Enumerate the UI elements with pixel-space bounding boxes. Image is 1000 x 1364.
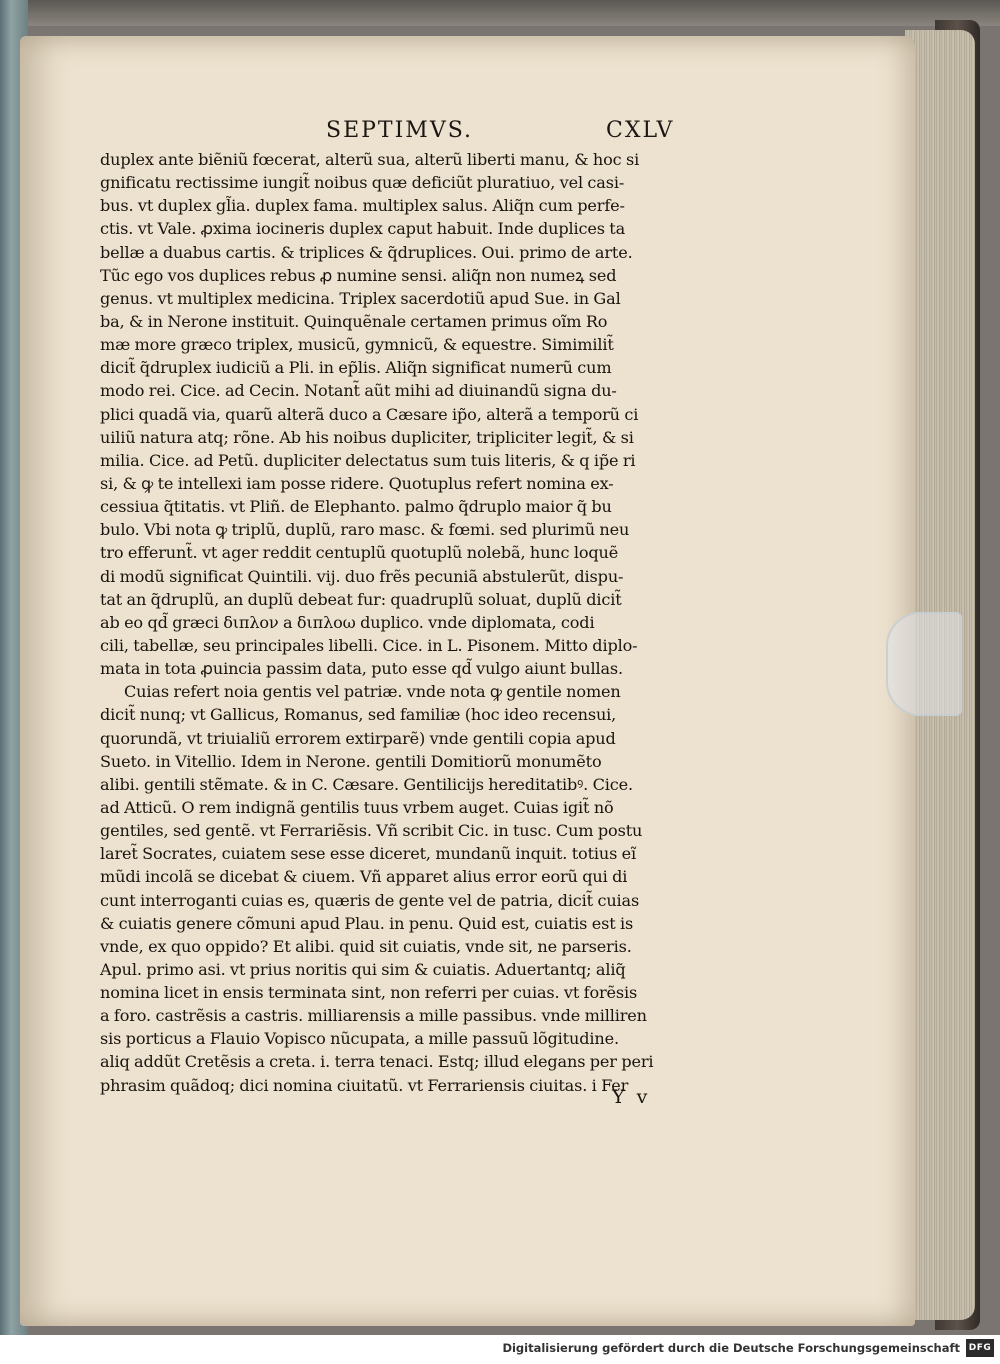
text-line: ab eo qd̃ græci διπλον a διπλοω duplico. vnde diplomata, codi bbox=[100, 612, 595, 632]
text-line: modo rei. Cice. ad Cecin. Notant̃ aũt mihi ad diuinandũ signa du- bbox=[100, 381, 617, 401]
text-line: bellæ a duabus cartis. & triplices & q̃druplices. Oui. primo de arte. bbox=[100, 242, 633, 262]
page-header bbox=[0, 118, 1000, 148]
text-line: cessiua q̃titatis. vt Pliñ. de Elephanto. palmo q̃druplo maior q̃ bu bbox=[100, 497, 612, 517]
text-line: gentiles, sed gentẽ. vt Ferrariẽsis. Vñ scribit Cic. in tusc. Cum postu bbox=[100, 821, 643, 841]
text-line: ctis. vt Vale. ꝓxima iocineris duplex caput habuit. Inde duplices ta bbox=[100, 219, 626, 239]
text-line: alibi. gentili stẽmate. & in C. Cæsare. Gentilicijs hereditatibꝰ. Cice. bbox=[100, 774, 633, 794]
text-line: quorundã, vt triuialiũ errorem extirparẽ) vnde gentili copia apud bbox=[100, 728, 616, 748]
text-line: Tũc ego vos duplices rebus ꝓ numine sensi. aliq̃n non numeꝝ sed bbox=[100, 265, 617, 285]
dfg-logo-icon: DFG bbox=[966, 1339, 994, 1357]
text-line: dicit̃ nunq; vt Gallicus, Romanus, sed familiæ (hoc ideo recensui, bbox=[100, 705, 617, 725]
text-line: uiliũ natura atq; rõne. Ab his noibus dupliciter, tripliciter legit̃, & si bbox=[100, 427, 634, 447]
running-head: SEPTIMVS. bbox=[326, 118, 473, 143]
text-line: mata in tota ꝓuincia passim data, puto esse qd̃ vulgo aiunt bullas. bbox=[100, 659, 623, 679]
text-line: phrasim quãdoq; dici nomina ciuitatũ. vt Ferrariensis ciuitas. i Fer bbox=[100, 1075, 629, 1095]
text-line: genus. vt multiplex medicina. Triplex sacerdotiũ apud Sue. in Gal bbox=[100, 288, 621, 308]
text-line: plici quadã via, quarũ alterã duco a Cæsare ip̃o, alterã a temporũ ci bbox=[100, 404, 639, 424]
text-line: cili, tabellæ, seu principales libelli. Cice. in L. Pisonem. Mitto diplo- bbox=[100, 635, 638, 655]
text-line: bus. vt duplex gl̃ia. duplex fama. multiplex salus. Aliq̃n cum perfe- bbox=[100, 196, 625, 216]
page-clip bbox=[886, 612, 962, 716]
signature-mark: Y v bbox=[612, 1086, 651, 1108]
text-line: mæ more græco triplex, musicũ, gymnicũ, & equestre. Simimilit̃ bbox=[100, 335, 614, 355]
text-line: duplex ante biẽniũ fœcerat, alterũ sua, alterũ liberti manu, & hoc si bbox=[100, 150, 640, 169]
text-line: aliq addũt Cretẽsis a creta. i. terra tenaci. Estq; illud elegans per peri bbox=[100, 1052, 654, 1072]
text-line: Sueto. in Vitellio. Idem in Nerone. gentili Domitiorũ monumẽto bbox=[100, 751, 602, 771]
text-line: gnificatu rectissime iungit̃ noibus quæ deficiũt pluratiuo, vel casi- bbox=[100, 173, 625, 193]
text-line: & cuiatis genere cõmuni apud Plau. in penu. Quid est, cuiatis est is bbox=[100, 913, 634, 933]
text-line: milia. Cice. ad Petũ. dupliciter delectatus sum tuis literis, & q ip̃e ri bbox=[100, 450, 636, 470]
text-line: bulo. Vbi nota ꝙ triplũ, duplũ, raro masc. & fœmi. sed plurimũ neu bbox=[100, 520, 630, 540]
funding-credit: Digitalisierung gefördert durch die Deutsche Forschungsgemeinschaft bbox=[502, 1341, 960, 1355]
text-line: laret̃ Socrates, cuiatem sese esse diceret, mundanũ inquit. totius eĩ bbox=[100, 844, 637, 864]
text-line: si, & ꝙ te intellexi iam posse ridere. Quotuplus refert nomina ex- bbox=[100, 473, 614, 493]
text-line: ba, & in Nerone instituit. Quinquẽnale certamen primus oĩm Ro bbox=[100, 311, 608, 331]
text-line: Cuias refert noia gentis vel patriæ. vnde nota ꝙ gentile nomen bbox=[124, 682, 621, 702]
text-line: Apul. primo asi. vt prius noritis qui sim & cuiatis. Aduertantq; aliq̃ bbox=[100, 959, 626, 979]
text-line: vnde, ex quo oppido? Et alibi. quid sit cuiatis, vnde sit, ne parseris. bbox=[100, 936, 632, 956]
text-line: nomina licet in ensis terminata sint, non referri per cuias. vt forẽsis bbox=[100, 983, 638, 1003]
text-line: mũdi incolã se dicebat & ciuem. Vñ apparet alius error eorũ qui di bbox=[100, 867, 628, 887]
text-line: di modũ significat Quintili. vij. duo frẽs pecuniã abstulerũt, dispu- bbox=[100, 566, 624, 586]
page-body-text bbox=[100, 148, 740, 1097]
text-line: tro efferunt̃. vt ager reddit centuplũ quotuplũ nolebã, hunc loquẽ bbox=[100, 543, 619, 563]
binding-top bbox=[28, 0, 1000, 26]
text-line: tat an q̃druplũ, an duplũ debeat fur: quadruplũ soluat, duplũ dicit̃ bbox=[100, 589, 622, 609]
text-line: a foro. castrẽsis a castris. milliarensis a mille passibus. vnde milliren bbox=[100, 1006, 647, 1026]
footer-bar bbox=[0, 1335, 1000, 1364]
folio-number: CXLV bbox=[606, 118, 675, 143]
text-line: cunt interroganti cuias es, quæris de gente vel de patria, dicit̃ cuias bbox=[100, 890, 640, 910]
text-line: sis porticus a Flauio Vopisco nũcupata, a mille passuũ lõgitudine. bbox=[100, 1029, 619, 1049]
text-line: dicit̃ q̃druplex iudiciũ a Pli. in ep̃lis. Aliq̃n significat numerũ cum bbox=[100, 358, 612, 378]
text-line: ad Atticũ. O rem indignã gentilis tuus vrbem auget. Cuias igit̃ nõ bbox=[100, 797, 614, 817]
